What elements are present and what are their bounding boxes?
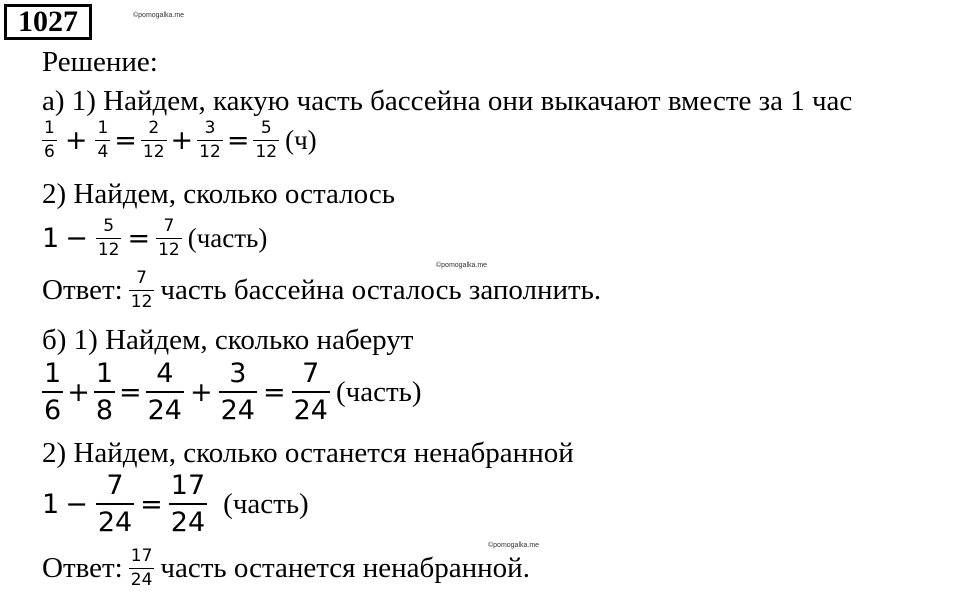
plus-sign: + bbox=[189, 376, 213, 408]
part-a-answer bbox=[42, 270, 601, 311]
fraction: $\frac{1}{6}$ bbox=[44, 118, 55, 162]
unit-label: (ч) bbox=[285, 125, 317, 155]
fraction: $\frac{3}{12}$ bbox=[199, 118, 221, 162]
whole-number: 1 bbox=[42, 488, 60, 520]
part-b-step1: б) 1) Найдем, сколько наберут bbox=[42, 324, 414, 356]
fraction: $\frac{5}{12}$ bbox=[97, 216, 120, 260]
watermark: ©pomogalka.me bbox=[488, 542, 540, 549]
part-b-equation1 bbox=[40, 360, 422, 424]
equals-sign: = bbox=[127, 223, 151, 254]
watermark: ©pomogalka.me bbox=[436, 262, 488, 269]
part-b-equation2 bbox=[42, 472, 309, 536]
solution-heading: Решение: bbox=[42, 46, 158, 78]
fraction: $\frac{1}{4}$ bbox=[97, 118, 109, 162]
part-a-step2: 2) Найдем, сколько осталось bbox=[42, 178, 395, 210]
answer-text: часть бассейна осталось заполнить. bbox=[160, 274, 602, 306]
minus-sign: − bbox=[65, 488, 88, 520]
part-a-equation2 bbox=[42, 218, 267, 259]
plus-sign: + bbox=[64, 125, 88, 156]
fraction: $\frac{7}{12}$ bbox=[158, 216, 180, 260]
answer-fraction: $\frac{7}{12}$ bbox=[130, 268, 153, 312]
answer-label: Ответ: bbox=[42, 552, 123, 584]
plus-sign: + bbox=[170, 125, 194, 156]
fraction: $\frac{7}{24}$ bbox=[97, 470, 133, 538]
minus-sign: − bbox=[65, 223, 88, 254]
equals-sign: = bbox=[262, 376, 286, 408]
fraction: $\frac{5}{12}$ bbox=[255, 118, 278, 162]
equals-sign: = bbox=[114, 125, 137, 156]
part-b-step2: 2) Найдем, сколько останется ненабранной bbox=[42, 437, 574, 469]
fraction: $\frac{1}{8}$ bbox=[95, 358, 113, 426]
equals-sign: = bbox=[140, 488, 163, 520]
fraction: $\frac{7}{24}$ bbox=[293, 358, 328, 426]
part-a-equation1 bbox=[40, 120, 317, 161]
whole-number: 1 bbox=[42, 223, 60, 254]
unit-label: (часть) bbox=[187, 223, 268, 253]
problem-number: 1027 bbox=[4, 4, 92, 40]
answer-text: часть останется ненабранной. bbox=[160, 552, 530, 584]
fraction: $\frac{2}{12}$ bbox=[142, 118, 165, 162]
fraction: $\frac{4}{24}$ bbox=[147, 358, 182, 426]
answer-label: Ответ: bbox=[42, 274, 123, 306]
unit-label: (часть) bbox=[223, 487, 309, 520]
watermark: ©pomogalka.me bbox=[133, 12, 185, 19]
equals-sign: = bbox=[119, 376, 142, 408]
unit-label: (часть) bbox=[335, 375, 422, 408]
answer-fraction: $\frac{17}{24}$ bbox=[130, 546, 153, 590]
part-a-step1: а) 1) Найдем, какую часть бассейна они выкачают вместе за 1 час bbox=[42, 85, 853, 117]
fraction: $\frac{17}{24}$ bbox=[170, 470, 206, 538]
fraction: $\frac{3}{24}$ bbox=[220, 358, 255, 426]
equals-sign: = bbox=[226, 125, 250, 156]
part-b-answer bbox=[42, 548, 530, 589]
plus-sign: + bbox=[67, 376, 90, 408]
fraction: $\frac{1}{6}$ bbox=[44, 358, 62, 426]
